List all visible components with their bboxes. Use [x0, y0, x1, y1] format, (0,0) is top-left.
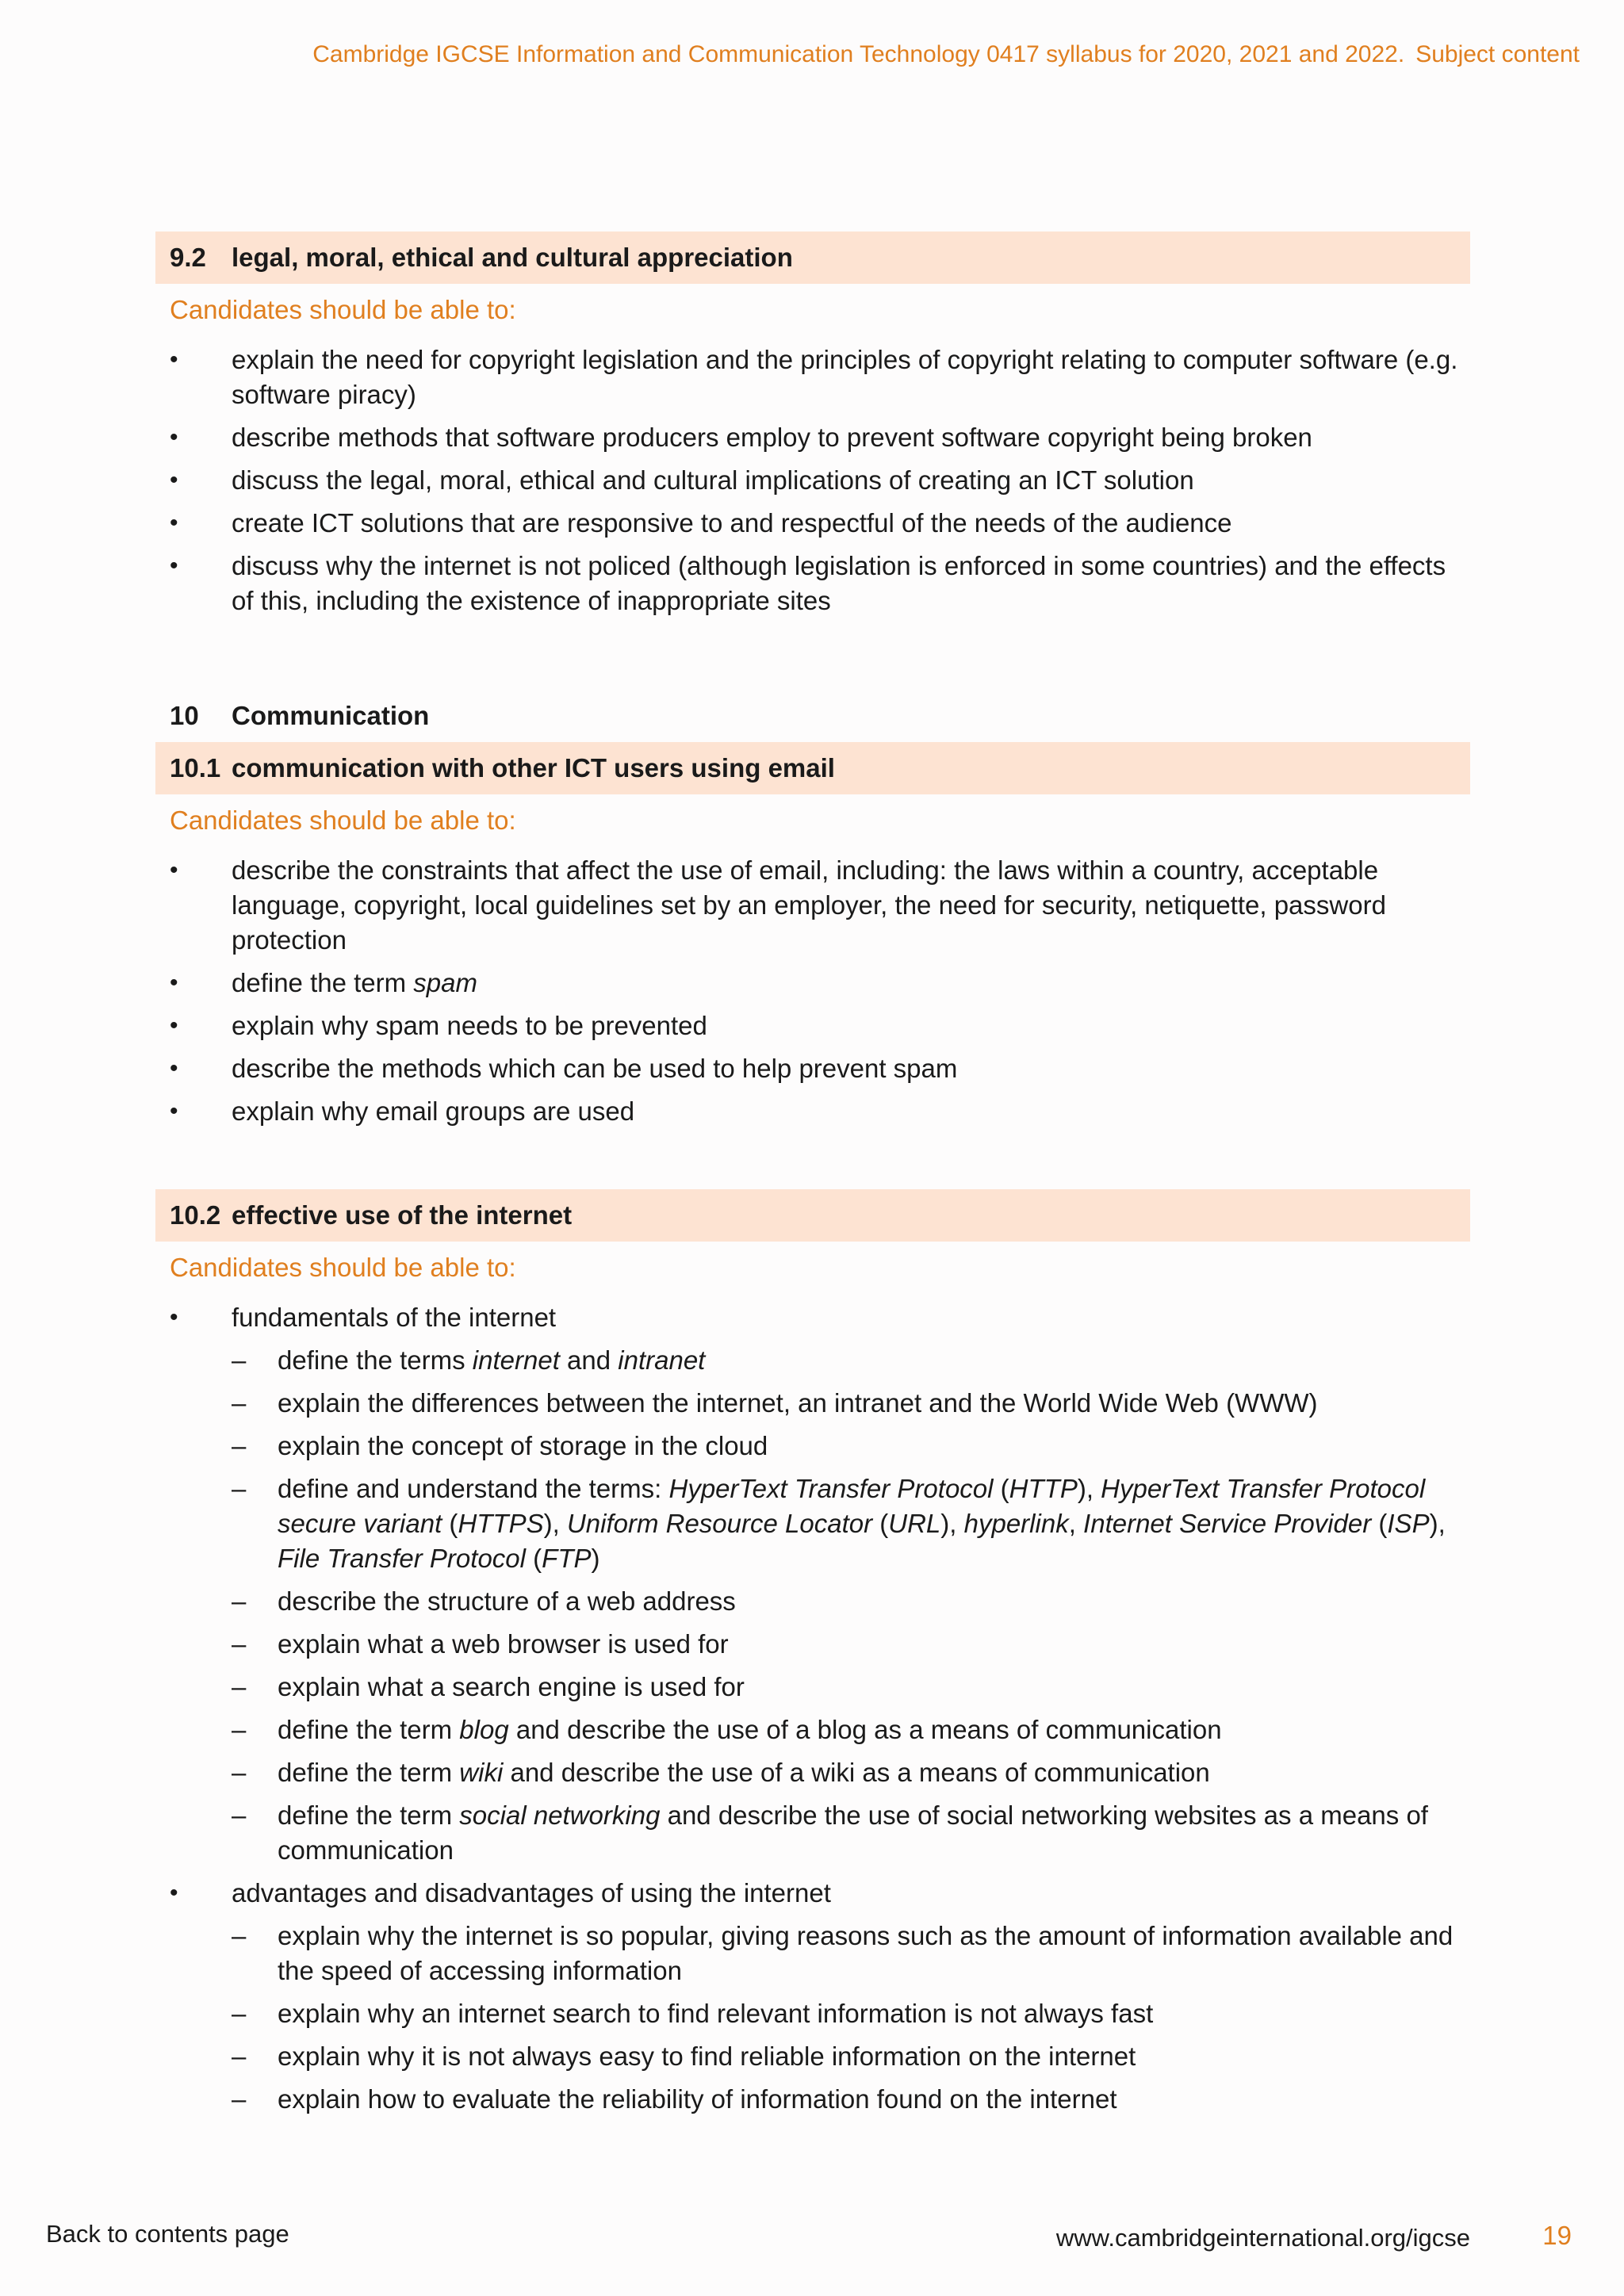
list-item: [155, 1876, 1470, 2117]
objective-list-9-2: [155, 342, 1470, 618]
sub-list-item: [232, 2039, 1470, 2074]
list-item-text: explain the need for copyright legislation and the principles of copyright relating to computer software (e.g. software piracy): [232, 345, 1458, 409]
list-item: [155, 1008, 1470, 1043]
list-item-text: describe methods that software producers employ to prevent software copyright being broken: [232, 423, 1312, 452]
term-italic: HyperText Transfer Protocol: [668, 1474, 994, 1503]
text: explain why the internet is so popular, giving reasons such as the amount of information available and the speed of accessing information: [278, 1921, 1454, 1985]
text: explain why an internet search to find relevant information is not always fast: [278, 1999, 1154, 2028]
running-header: [312, 41, 1580, 68]
term-italic: ISP: [1387, 1509, 1430, 1538]
objective-list-10-2: [155, 1300, 1470, 2117]
sub-list-item: – define and understand the terms: HyperText Transfer Protocol (HTTP), HyperText Transfer Protocol secure variant (HTTPS), Uniform Resource Locator (URL), hyperlink, Internet Service Provider (ISP), File Transfer Protocol (FTP): [232, 1471, 1470, 1576]
section-title: communication with other ICT users using email: [232, 753, 835, 783]
text: and describe the use of a wiki as a means of communication: [503, 1758, 1210, 1787]
header-section: Subject content: [1415, 41, 1580, 67]
sub-list-item: [232, 1919, 1470, 1988]
section-title: effective use of the internet: [232, 1200, 573, 1230]
sub-list-item: [232, 1429, 1470, 1464]
list-item: [155, 1051, 1470, 1086]
dash-icon: –: [232, 1388, 247, 1418]
list-item: [155, 1094, 1470, 1129]
text: and describe the use of social networking websites as a means of communication: [278, 1800, 1428, 1865]
sub-list: [232, 1343, 1470, 1868]
bullet-icon: •: [170, 467, 178, 493]
text: define the term: [278, 1800, 460, 1830]
list-item: [155, 342, 1470, 412]
text: define the term: [278, 1715, 460, 1744]
text: describe the structure of a web address: [278, 1586, 736, 1616]
section-heading-10-1: [155, 742, 1470, 794]
objective-list-10-1: [155, 853, 1470, 1129]
list-item-text: explain why email groups are used: [232, 1096, 635, 1126]
sub-list-item: [232, 1712, 1470, 1747]
dash-icon: –: [232, 2042, 247, 2071]
dash-icon: –: [232, 1672, 247, 1701]
dash-icon: –: [232, 1586, 247, 1616]
page-content: [155, 232, 1470, 2125]
list-item-text: describe the constraints that affect the use of email, including: the laws within a country, acceptable language, copyright, local guidelines set by an employer, the need for security, netiquette, password protection: [232, 855, 1386, 955]
bullet-icon: •: [170, 1098, 178, 1124]
sub-list-item: [232, 1996, 1470, 2031]
bullet-icon: •: [170, 1880, 178, 1906]
dash-icon: –: [232, 1715, 247, 1744]
sub-list-item: [232, 1343, 1470, 1378]
section-heading-10-2: [155, 1189, 1470, 1242]
sub-list-item: [232, 1755, 1470, 1790]
section-title: legal, moral, ethical and cultural appreciation: [232, 243, 793, 272]
text: explain what a search engine is used for: [278, 1672, 745, 1701]
bullet-icon: •: [170, 857, 178, 883]
term-italic: HTTP: [1009, 1474, 1078, 1503]
term-italic: spam: [413, 968, 477, 997]
text: explain the differences between the internet, an intranet and the World Wide Web (WWW): [278, 1388, 1318, 1418]
candidates-intro: Candidates should be able to:: [170, 1253, 516, 1282]
sub-list-item: [232, 2082, 1470, 2117]
candidates-intro: Candidates should be able to:: [170, 806, 516, 835]
term-italic: intranet: [618, 1345, 706, 1375]
list-item-text: define the term: [232, 968, 414, 997]
term-italic: wiki: [459, 1758, 504, 1787]
bullet-icon: •: [170, 553, 178, 579]
list-item-text: fundamentals of the internet: [232, 1303, 557, 1332]
bullet-icon: •: [170, 970, 178, 996]
section-number: 10.2: [170, 1200, 221, 1230]
page-number: 19: [1542, 2221, 1572, 2250]
term-italic: URL: [888, 1509, 941, 1538]
text: explain how to evaluate the reliability of information found on the internet: [278, 2084, 1117, 2114]
dash-icon: –: [232, 1345, 247, 1375]
section-heading-9-2: [155, 232, 1470, 284]
back-to-contents-link[interactable]: Back to contents page: [46, 2220, 289, 2248]
list-item: [155, 506, 1470, 541]
dash-icon: –: [232, 1758, 247, 1787]
term-italic: File Transfer Protocol: [278, 1544, 526, 1573]
bullet-icon: •: [170, 1055, 178, 1081]
chapter-title: Communication: [232, 701, 430, 730]
dash-icon: –: [232, 1999, 247, 2028]
list-item-text: discuss the legal, moral, ethical and cultural implications of creating an ICT solution: [232, 465, 1194, 495]
sub-list-item: [232, 1584, 1470, 1619]
text: define and understand the terms:: [278, 1474, 669, 1503]
website-link[interactable]: www.cambridgeinternational.org/igcse: [1055, 2224, 1470, 2252]
term-italic: HTTPS: [458, 1509, 544, 1538]
chapter-heading-10: [155, 690, 1470, 742]
bullet-icon: •: [170, 346, 178, 373]
dash-icon: –: [232, 1800, 247, 1830]
list-item-text: create ICT solutions that are responsive to and respectful of the needs of the audience: [232, 508, 1232, 538]
term-italic: HyperText Transfer Protocol secure variant: [278, 1474, 1426, 1538]
dash-icon: –: [232, 1431, 247, 1460]
list-item-text: explain why spam needs to be prevented: [232, 1011, 707, 1040]
list-item: [155, 1300, 1470, 1868]
chapter-number: 10: [170, 701, 199, 730]
candidates-intro: Candidates should be able to:: [170, 295, 516, 324]
list-item-text: describe the methods which can be used to help prevent spam: [232, 1054, 958, 1083]
term-italic: FTP: [542, 1544, 592, 1573]
dash-icon: –: [232, 1474, 247, 1503]
dash-icon: –: [232, 2084, 247, 2114]
header-title: Cambridge IGCSE Information and Communication Technology 0417 syllabus for 2020, 2021 and 2022.: [312, 41, 1405, 67]
bullet-icon: •: [170, 510, 178, 536]
list-item: [155, 966, 1470, 1001]
bullet-icon: •: [170, 1304, 178, 1330]
list-item: [155, 549, 1470, 618]
list-item: [155, 853, 1470, 958]
list-item-text: advantages and disadvantages of using the internet: [232, 1878, 831, 1908]
text: and: [559, 1345, 619, 1375]
text: and describe the use of a blog as a means of communication: [508, 1715, 1222, 1744]
term-italic: hyperlink: [963, 1509, 1069, 1538]
term-italic: internet: [472, 1345, 560, 1375]
section-number: 9.2: [170, 243, 206, 272]
text: explain why it is not always easy to find reliable information on the internet: [278, 2042, 1136, 2071]
sub-list-item: [232, 1386, 1470, 1421]
text: define the terms: [278, 1345, 473, 1375]
text: explain the concept of storage in the cloud: [278, 1431, 768, 1460]
sub-list: [232, 1919, 1470, 2117]
term-italic: Internet Service Provider: [1083, 1509, 1372, 1538]
list-item-text: discuss why the internet is not policed (although legislation is enforced in some countries) and the effects of this, including the existence of inappropriate sites: [232, 551, 1446, 615]
bullet-icon: •: [170, 1012, 178, 1039]
term-italic: Uniform Resource Locator: [566, 1509, 873, 1538]
term-italic: blog: [459, 1715, 509, 1744]
section-number: 10.1: [170, 753, 221, 783]
text: define the term: [278, 1758, 460, 1787]
term-italic: social networking: [459, 1800, 661, 1830]
text: explain what a web browser is used for: [278, 1629, 729, 1659]
list-item: [155, 420, 1470, 455]
bullet-icon: •: [170, 424, 178, 450]
list-item: [155, 463, 1470, 498]
dash-icon: –: [232, 1921, 247, 1950]
sub-list-item: [232, 1670, 1470, 1705]
dash-icon: –: [232, 1629, 247, 1659]
sub-list-item: [232, 1627, 1470, 1662]
sub-list-item: [232, 1798, 1470, 1868]
